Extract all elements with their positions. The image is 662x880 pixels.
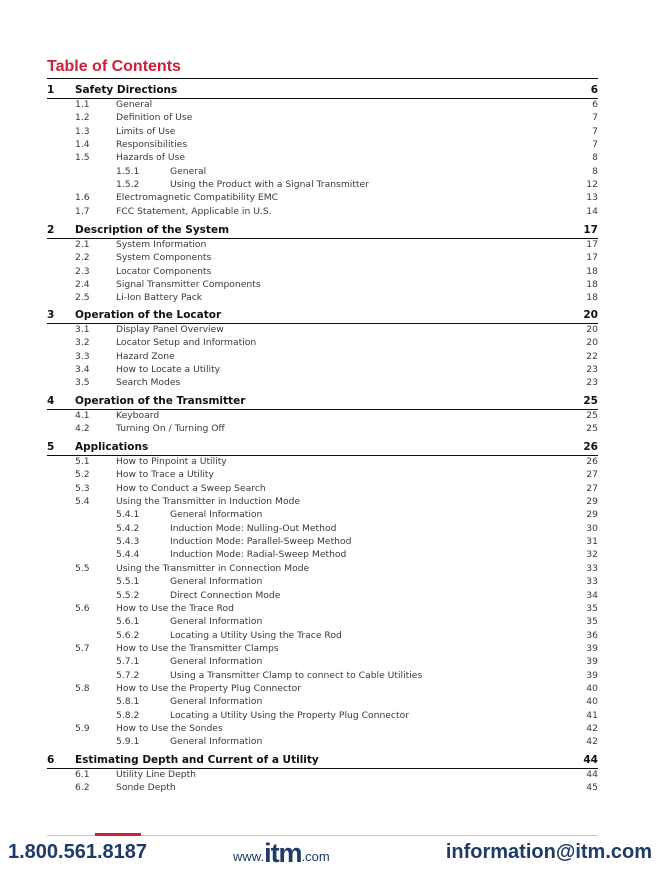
- entry-title: How to Pinpoint a Utility: [116, 456, 227, 467]
- entry-number: 1.2: [75, 112, 90, 124]
- entry-number: 5.7.1: [116, 656, 140, 668]
- toc-entry[interactable]: [47, 152, 598, 165]
- entry-page: 6: [592, 99, 598, 110]
- entry-number: 5.9.1: [116, 736, 140, 748]
- entry-title: Using a Transmitter Clamp to connect to Cable Utilities: [170, 669, 423, 681]
- entry-number: 5.2: [75, 469, 90, 481]
- toc-entry[interactable]: [47, 410, 598, 423]
- entry-title: Responsibilities: [116, 139, 188, 151]
- entry-title: System Components: [116, 252, 212, 264]
- entry-title: How to Locate a Utility: [116, 364, 221, 376]
- entry-title: Search Modes: [116, 377, 181, 389]
- entry-title: Induction Mode: Radial-Sweep Method: [170, 549, 347, 561]
- entry-title: General: [116, 99, 153, 110]
- entry-number: 3.1: [75, 324, 90, 335]
- toc-entry[interactable]: [47, 206, 598, 219]
- entry-page: 42: [586, 723, 598, 734]
- entry-number: 5.4.4: [116, 549, 140, 561]
- toc-subsubentry[interactable]: [47, 670, 598, 683]
- toc-entry[interactable]: [47, 469, 598, 482]
- toc-entry[interactable]: [47, 563, 598, 576]
- entry-title: General: [170, 165, 207, 177]
- entry-page: 17: [586, 239, 598, 250]
- entry-page: 44: [586, 769, 598, 780]
- entry-page: 25: [586, 423, 598, 435]
- entry-title: Locator Components: [116, 265, 212, 277]
- entry-page: 29: [586, 496, 598, 508]
- toc-entry[interactable]: [47, 683, 598, 696]
- entry-page: 25: [586, 410, 598, 421]
- entry-number: 4.1: [75, 410, 90, 421]
- section-heading[interactable]: [47, 439, 598, 456]
- entry-number: 5.1: [75, 456, 90, 467]
- entry-number: 1.6: [75, 192, 90, 204]
- entry-title: System Information: [116, 239, 207, 250]
- section-title: Estimating Depth and Current of a Utility: [75, 754, 319, 766]
- entry-title: How to Trace a Utility: [116, 469, 214, 481]
- entry-title: General Information: [170, 736, 263, 748]
- entry-number: 5.4.1: [116, 509, 140, 521]
- entry-title: How to Conduct a Sweep Search: [116, 482, 266, 494]
- entry-number: 5.4: [75, 496, 90, 508]
- entry-number: 5.5: [75, 562, 90, 574]
- entry-number: 5.5.2: [116, 589, 140, 601]
- section-page: 25: [583, 395, 598, 407]
- toc-subsubentry[interactable]: [47, 616, 598, 629]
- toc-entry[interactable]: [47, 139, 598, 152]
- entry-number: 3.3: [75, 350, 90, 362]
- toc-entry[interactable]: [47, 279, 598, 292]
- entry-number: 1.5.2: [116, 179, 140, 191]
- section-title: Applications: [75, 441, 149, 453]
- entry-number: 5.9: [75, 723, 90, 734]
- section-page: 6: [590, 84, 598, 96]
- entry-number: 1.5: [75, 152, 90, 164]
- entry-number: 6.2: [75, 782, 90, 794]
- toc-entry[interactable]: [47, 483, 598, 496]
- entry-number: 1.5.1: [116, 165, 140, 177]
- entry-number: 2.2: [75, 252, 90, 264]
- entry-title: Using the Transmitter in Connection Mode: [116, 562, 310, 574]
- entry-title: Keyboard: [116, 410, 160, 421]
- entry-title: General Information: [170, 576, 263, 588]
- section-title: Safety Directions: [75, 84, 178, 96]
- toc-entry[interactable]: [47, 377, 598, 390]
- toc-entry[interactable]: [47, 126, 598, 139]
- entry-title: Hazard Zone: [116, 350, 175, 362]
- toc-entry[interactable]: [47, 337, 598, 350]
- section-page: 20: [583, 309, 598, 321]
- itm-logo: itm: [264, 838, 302, 868]
- section-heading[interactable]: [47, 752, 598, 769]
- entry-page: 39: [586, 656, 598, 668]
- entry-page: 29: [586, 509, 598, 521]
- section-heading[interactable]: [47, 222, 598, 239]
- toc-entry[interactable]: [47, 99, 598, 112]
- section-number: 2: [47, 224, 55, 236]
- entry-title: Hazards of Use: [116, 152, 186, 164]
- section-number: 5: [47, 441, 55, 453]
- toc-subsubentry[interactable]: [47, 523, 598, 536]
- entry-number: 4.2: [75, 423, 90, 435]
- entry-page: 18: [586, 292, 598, 304]
- entry-page: 41: [586, 709, 598, 721]
- section-number: 1: [47, 84, 55, 96]
- entry-title: Induction Mode: Nulling-Out Method: [170, 522, 337, 534]
- entry-title: General Information: [170, 509, 263, 521]
- toc-subsubentry[interactable]: [47, 179, 598, 192]
- toc-subsubentry[interactable]: [47, 576, 598, 589]
- entry-page: 7: [592, 125, 598, 137]
- toc-entry[interactable]: [47, 252, 598, 265]
- web-prefix: www.: [233, 849, 265, 864]
- entry-page: 34: [586, 589, 598, 601]
- entry-page: 20: [586, 324, 598, 335]
- entry-page: 42: [586, 736, 598, 748]
- entry-title: Locator Setup and Information: [116, 337, 257, 349]
- section-heading[interactable]: [47, 82, 598, 99]
- entry-number: 1.1: [75, 99, 90, 110]
- toc-entry[interactable]: [47, 266, 598, 279]
- entry-title: General Information: [170, 616, 263, 628]
- toc-subsubentry[interactable]: [47, 710, 598, 723]
- toc-entry[interactable]: [47, 769, 598, 782]
- entry-number: 1.3: [75, 125, 90, 137]
- toc-subsubentry[interactable]: [47, 736, 598, 749]
- section-page: 17: [583, 224, 598, 236]
- entry-number: 5.7: [75, 642, 90, 654]
- section-title: Operation of the Transmitter: [75, 395, 246, 407]
- entry-number: 3.5: [75, 377, 90, 389]
- entry-number: 5.6.1: [116, 616, 140, 628]
- entry-title: Locating a Utility Using the Trace Rod: [170, 629, 342, 641]
- toc-entry[interactable]: [47, 239, 598, 252]
- entry-page: 40: [586, 696, 598, 708]
- entry-page: 22: [586, 350, 598, 362]
- entry-title: How to Use the Transmitter Clamps: [116, 642, 279, 654]
- toc-entry[interactable]: [47, 782, 598, 795]
- entry-page: 27: [586, 469, 598, 481]
- toc-subsubentry[interactable]: [47, 166, 598, 179]
- entry-number: 1.7: [75, 205, 90, 217]
- entry-page: 40: [586, 682, 598, 694]
- toc-entry[interactable]: [47, 456, 598, 469]
- entry-page: 13: [586, 192, 598, 204]
- section-number: 3: [47, 309, 55, 321]
- entry-title: General Information: [170, 696, 263, 708]
- toc-entry[interactable]: [47, 643, 598, 656]
- entry-title: How to Use the Trace Rod: [116, 602, 234, 614]
- entry-title: Li-Ion Battery Pack: [116, 292, 203, 304]
- entry-page: 8: [592, 152, 598, 164]
- entry-number: 5.6.2: [116, 629, 140, 641]
- toc-entry[interactable]: [47, 603, 598, 616]
- title-rule: [47, 78, 598, 79]
- entry-title: Turning On / Turning Off: [116, 423, 225, 435]
- entry-title: Definition of Use: [116, 112, 193, 124]
- entry-page: 36: [586, 629, 598, 641]
- entry-number: 5.5.1: [116, 576, 140, 588]
- entry-number: 5.6: [75, 602, 90, 614]
- entry-number: 2.4: [75, 279, 90, 291]
- entry-number: 5.8.2: [116, 709, 140, 721]
- section-page: 44: [583, 754, 598, 766]
- entry-number: 5.3: [75, 482, 90, 494]
- section-number: 4: [47, 395, 55, 407]
- toc-entry[interactable]: [47, 192, 598, 205]
- footer-website[interactable]: [233, 838, 330, 869]
- toc-subsubentry[interactable]: [47, 656, 598, 669]
- toc-subsubentry[interactable]: [47, 536, 598, 549]
- entry-page: 31: [586, 536, 598, 548]
- entry-title: How to Use the Sondes: [116, 723, 223, 734]
- entry-page: 7: [592, 112, 598, 124]
- entry-page: 14: [586, 205, 598, 217]
- entry-page: 30: [586, 522, 598, 534]
- footer-email[interactable]: information@itm.com: [445, 841, 652, 863]
- entry-page: 39: [586, 669, 598, 681]
- entry-number: 5.4.2: [116, 522, 140, 534]
- entry-number: 1.4: [75, 139, 90, 151]
- entry-title: Limits of Use: [116, 125, 176, 137]
- footer-accent-bar: [95, 833, 141, 836]
- entry-number: 6.1: [75, 769, 90, 780]
- toc-entry[interactable]: [47, 723, 598, 736]
- entry-page: 20: [586, 337, 598, 349]
- section-title: Description of the System: [75, 224, 230, 236]
- entry-page: 32: [586, 549, 598, 561]
- toc-subsubentry[interactable]: [47, 509, 598, 522]
- entry-number: 5.7.2: [116, 669, 140, 681]
- toc-entry[interactable]: [47, 496, 598, 509]
- entry-title: Induction Mode: Parallel-Sweep Method: [170, 536, 352, 548]
- entry-number: 5.8: [75, 682, 90, 694]
- entry-number: 2.5: [75, 292, 90, 304]
- entry-page: 35: [586, 616, 598, 628]
- entry-page: 45: [586, 782, 598, 794]
- entry-page: 39: [586, 642, 598, 654]
- entry-title: General Information: [170, 656, 263, 668]
- entry-number: 2.1: [75, 239, 90, 250]
- toc-subsubentry[interactable]: [47, 696, 598, 709]
- section-heading[interactable]: [47, 393, 598, 410]
- entry-title: Utility Line Depth: [116, 769, 196, 780]
- entry-page: 12: [586, 179, 598, 191]
- toc-entry[interactable]: [47, 292, 598, 305]
- toc-subsubentry[interactable]: [47, 549, 598, 562]
- entry-page: 23: [586, 364, 598, 376]
- entry-title: Using the Product with a Signal Transmitter: [170, 179, 369, 191]
- entry-page: 27: [586, 482, 598, 494]
- entry-page: 23: [586, 377, 598, 389]
- entry-page: 33: [586, 576, 598, 588]
- entry-title: Using the Transmitter in Induction Mode: [116, 496, 301, 508]
- footer-phone[interactable]: 1.800.561.8187: [8, 841, 148, 863]
- entry-page: 17: [586, 252, 598, 264]
- section-number: 6: [47, 754, 55, 766]
- toc-entry[interactable]: [47, 364, 598, 377]
- entry-title: Locating a Utility Using the Property Plug Connector: [170, 709, 409, 721]
- entry-page: 8: [592, 165, 598, 177]
- entry-title: Sonde Depth: [116, 782, 176, 794]
- toc-subsubentry[interactable]: [47, 590, 598, 603]
- toc-entry[interactable]: [47, 324, 598, 337]
- entry-title: Signal Transmitter Components: [116, 279, 261, 291]
- entry-number: 5.8.1: [116, 696, 140, 708]
- page-title: Table of Contents: [47, 58, 181, 75]
- toc-entry[interactable]: [47, 351, 598, 364]
- toc-entry[interactable]: [47, 423, 598, 436]
- entry-title: Electromagnetic Compatibility EMC: [116, 192, 279, 204]
- entry-title: FCC Statement, Applicable in U.S.: [116, 205, 272, 217]
- entry-page: 26: [586, 456, 598, 467]
- entry-number: 3.2: [75, 337, 90, 349]
- entry-page: 33: [586, 562, 598, 574]
- section-heading[interactable]: [47, 307, 598, 324]
- entry-title: How to Use the Property Plug Connector: [116, 682, 302, 694]
- section-title: Operation of the Locator: [75, 309, 222, 321]
- toc-subsubentry[interactable]: [47, 630, 598, 643]
- entry-page: 7: [592, 139, 598, 151]
- entry-title: Display Panel Overview: [116, 324, 224, 335]
- toc-entry[interactable]: [47, 112, 598, 125]
- entry-page: 35: [586, 602, 598, 614]
- entry-page: 18: [586, 279, 598, 291]
- entry-number: 3.4: [75, 364, 90, 376]
- entry-number: 5.4.3: [116, 536, 140, 548]
- section-page: 26: [583, 441, 598, 453]
- web-suffix: .com: [301, 849, 330, 864]
- entry-page: 18: [586, 265, 598, 277]
- entry-title: Direct Connection Mode: [170, 589, 281, 601]
- entry-number: 2.3: [75, 265, 90, 277]
